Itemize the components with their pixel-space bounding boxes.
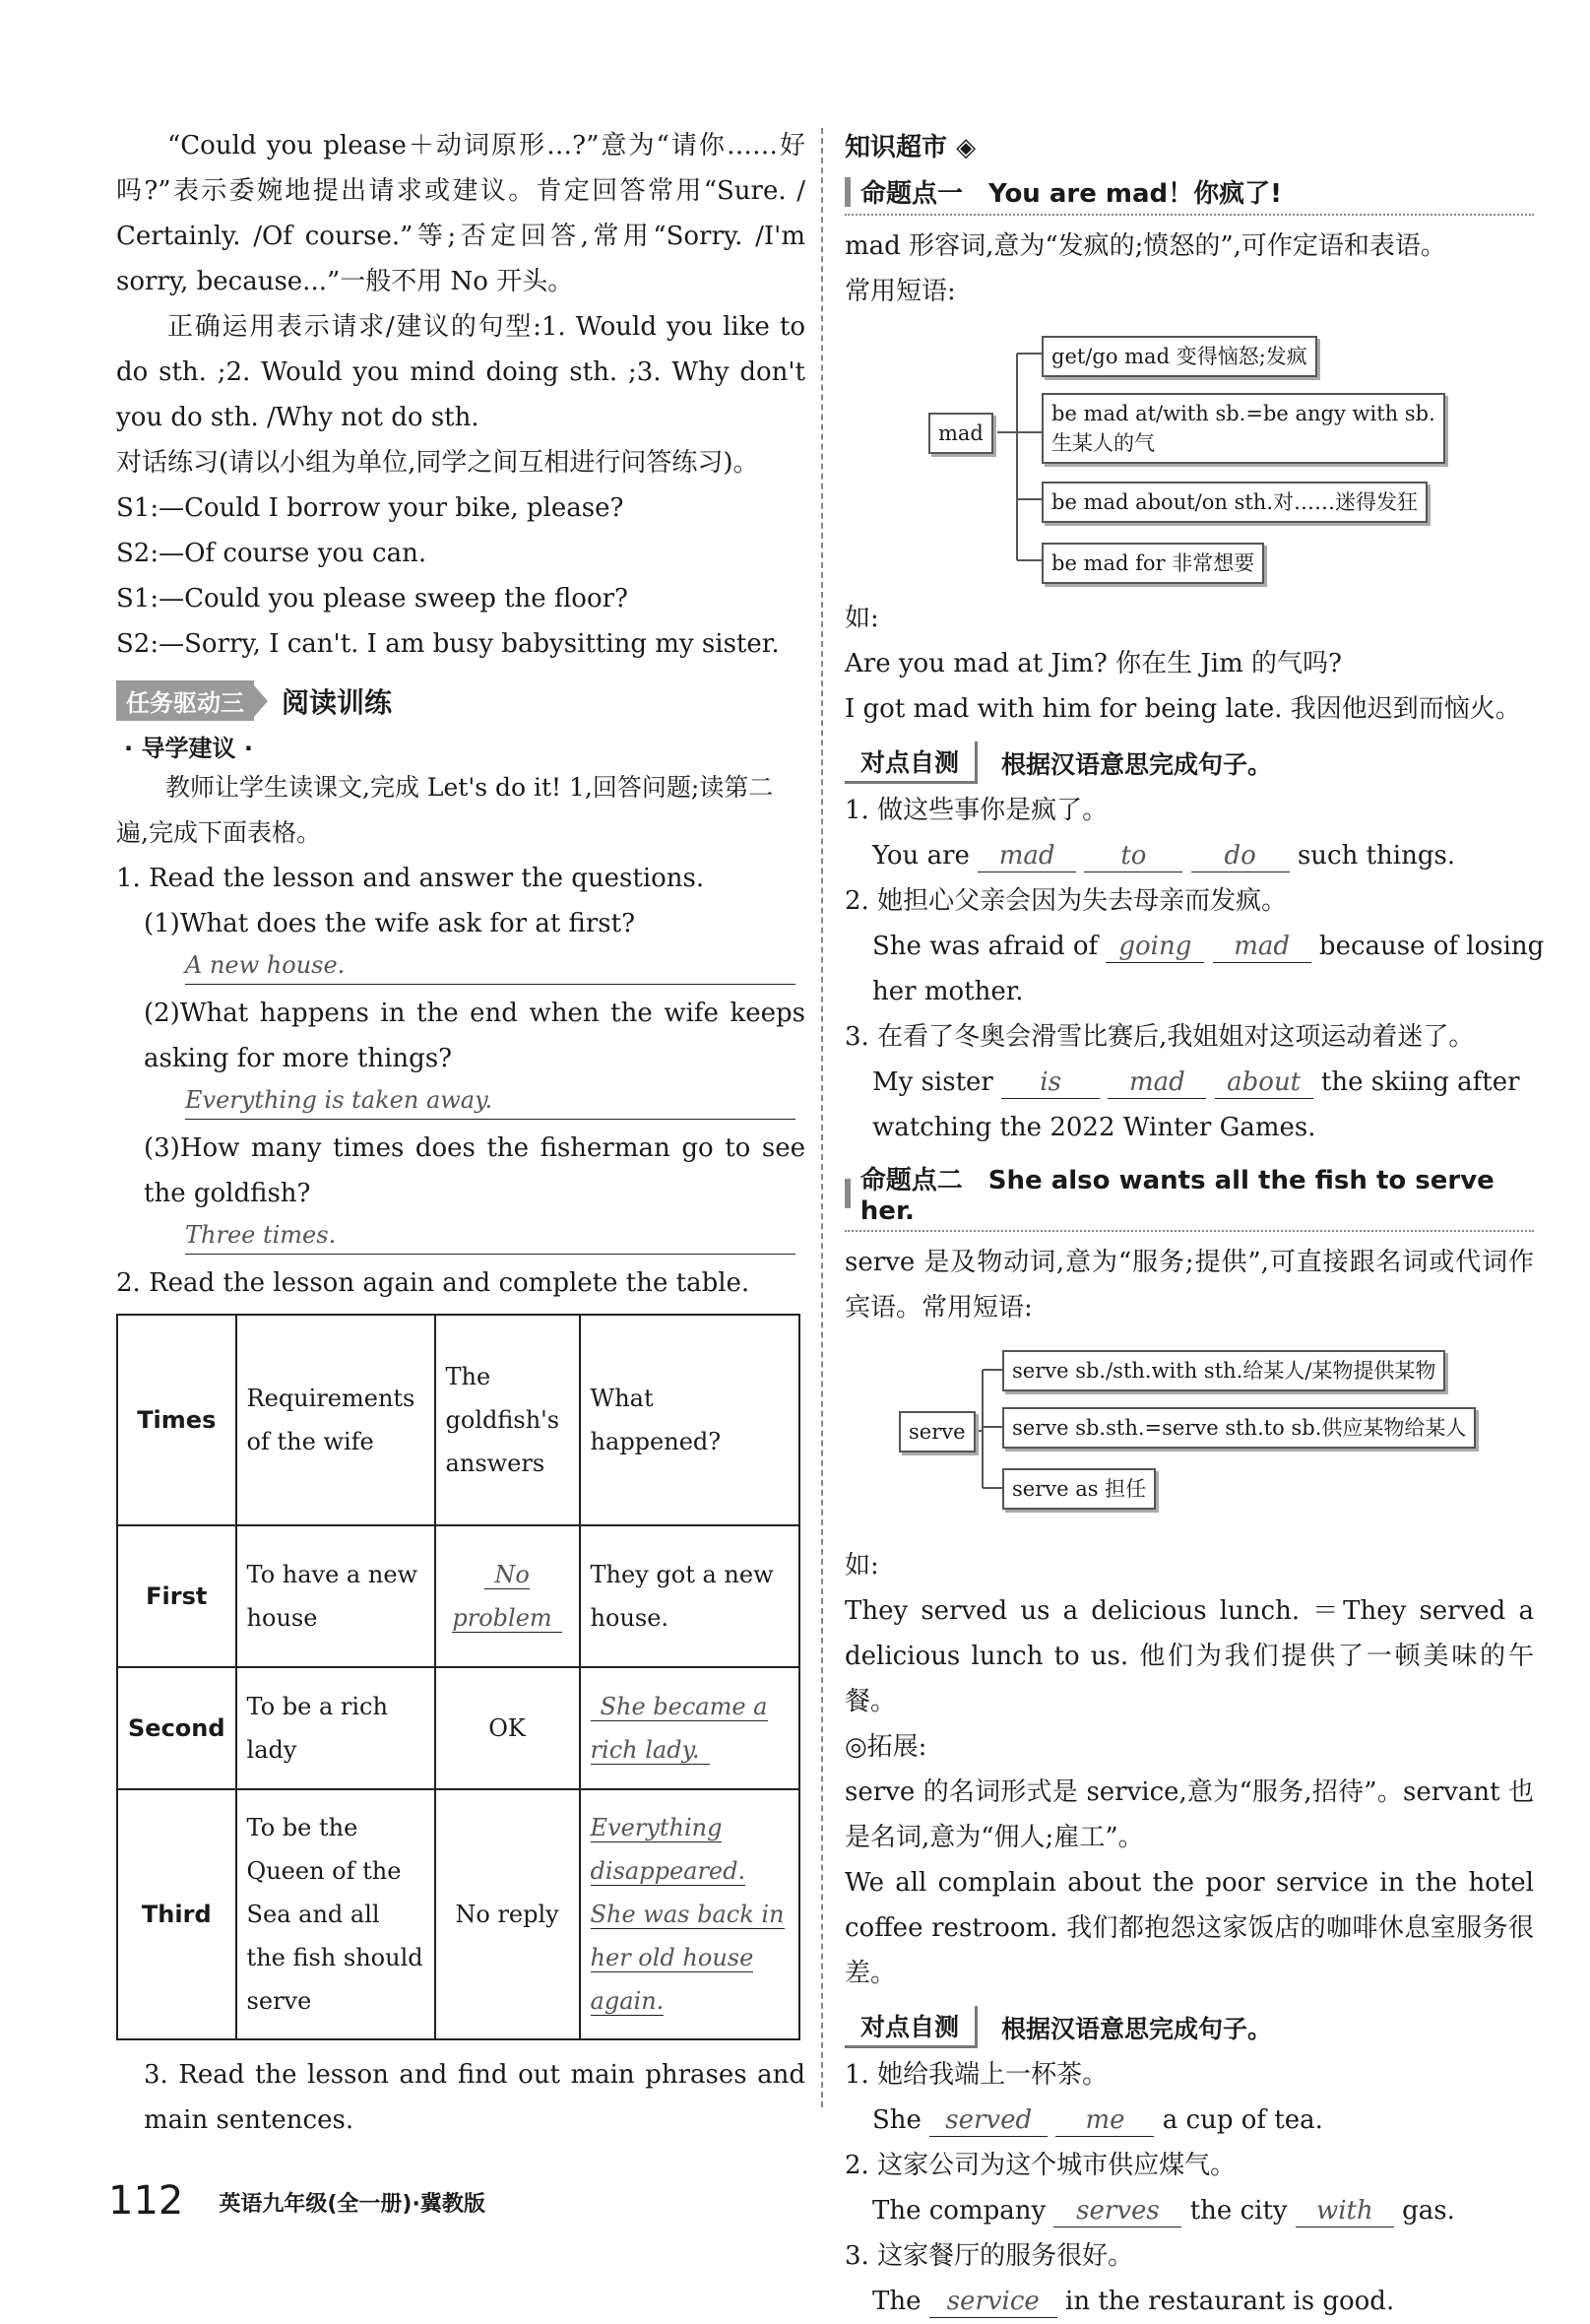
left-column	[116, 123, 805, 2143]
table-header: Requirements of the wife	[236, 1315, 435, 1525]
knowledge-point-2	[845, 1160, 1534, 1232]
exercise-continuation: her mother.	[872, 977, 1024, 1006]
page-footer	[108, 2178, 485, 2224]
table-row	[117, 1667, 799, 1789]
blank: going	[1106, 931, 1204, 963]
check-instruction: 根据汉语意思完成句子。	[1001, 2014, 1273, 2043]
blank: serves	[1053, 2195, 1181, 2227]
table-row	[117, 1525, 799, 1667]
phrases-label: 常用短语:	[845, 277, 956, 306]
tree-root: mad	[928, 413, 993, 454]
tree-branch: get/go mad 变得恼怒;发疯	[1042, 336, 1317, 377]
check-tag: 对点自测	[845, 742, 978, 784]
table-cell: They got a new house.	[580, 1525, 799, 1667]
example-sentence: I got mad with him for being late. 我因他迟到而恼火。	[845, 694, 1521, 724]
table-row	[117, 1789, 799, 2039]
question-heading: 1. Read the lesson and answer the questions.	[116, 864, 705, 893]
intro-paragraph: 正确运用表示请求/建议的句型:1. Would you like to do sth. ;2. Would you mind doing sth. ;3. Why don't you do sth. /Why not do sth.	[116, 312, 805, 432]
example-sentence: They served us a delicious lunch. ＝They served a delicious lunch to us. 他们为我们提供了一顿美味的午餐。	[845, 1596, 1534, 1716]
blank: served	[929, 2104, 1048, 2137]
exercise-sentence: The service in the restaurant is good.	[872, 2287, 1395, 2316]
serve-phrase-tree	[845, 1340, 1534, 1537]
tree-branch: serve sb./sth.with sth.给某人/某物提供某物	[1002, 1350, 1445, 1391]
exercise-sentence: She served me a cup of tea.	[872, 2105, 1323, 2135]
book-title: 英语九年级(全一册)·冀教版	[219, 2192, 485, 2217]
dialog-line: S2:—Sorry, I can't. I am busy babysitting my sister.	[116, 629, 780, 659]
blank: about	[1215, 1066, 1313, 1099]
table-cell: To have a new house	[236, 1525, 435, 1667]
answer-fill: Everything disappeared. She was back in her old house again.	[590, 1814, 785, 2015]
check-tag: 对点自测	[845, 2006, 978, 2048]
tree-branch: serve as 担任	[1002, 1468, 1156, 1510]
kp-label: 命题点二 She also wants all the fish to serve her.	[859, 1166, 1495, 1226]
section-title: 知识超市 ◈	[845, 133, 977, 162]
answer-line: Three times.	[185, 1216, 795, 1255]
arrow-icon	[254, 685, 268, 717]
example-sentence: Are you mad at Jim? 你在生 Jim 的气吗?	[845, 649, 1342, 678]
blank: do	[1191, 840, 1290, 872]
self-check-header	[845, 742, 1534, 784]
blank: with	[1296, 2195, 1394, 2227]
self-check-header	[845, 2006, 1534, 2048]
table-cell: Second	[117, 1667, 236, 1789]
blank: mad	[1108, 1066, 1206, 1099]
table-cell: No reply	[435, 1789, 580, 2039]
blank: is	[1001, 1066, 1100, 1099]
dialog-intro: 对话练习(请以小组为单位,同学之间互相进行问答练习)。	[116, 448, 759, 478]
question-heading: 2. Read the lesson again and complete the table.	[116, 1268, 750, 1298]
kp-description: serve 是及物动词,意为“服务;提供”,可直接跟名词或代词作宾语。常用短语:	[845, 1248, 1534, 1323]
question-heading: 3. Read the lesson and find out main phrases and main sentences.	[144, 2060, 805, 2135]
kp-label: 命题点一 You are mad！你疯了!	[860, 179, 1283, 209]
tree-branch: serve sb.sth.=serve sth.to sb.供应某物给某人	[1002, 1407, 1476, 1449]
check-instruction: 根据汉语意思完成句子。	[1001, 749, 1273, 779]
blank: service	[929, 2286, 1057, 2318]
answer-line: A new house.	[185, 946, 795, 985]
story-table	[116, 1314, 800, 2040]
tree-root: serve	[899, 1411, 976, 1452]
diamond-icon: ◈	[956, 133, 977, 162]
table-header-row	[117, 1315, 799, 1525]
table-cell	[435, 1525, 580, 1667]
table-cell	[580, 1789, 799, 2039]
exercise-prompt: 2. 她担心父亲会因为失去母亲而发疯。	[845, 886, 1288, 916]
kp-description: mad 形容词,意为“发疯的;愤怒的”,可作定语和表语。	[845, 231, 1446, 261]
table-cell: To be a rich lady	[236, 1667, 435, 1789]
exercise-prompt: 1. 做这些事你是疯了。	[845, 796, 1109, 825]
question: (2)What happens in the end when the wife keeps asking for more things?	[144, 999, 805, 1073]
table-cell: OK	[435, 1667, 580, 1789]
question: (1)What does the wife ask for at first?	[144, 909, 636, 938]
dialog-line: S1:—Could you please sweep the floor?	[116, 584, 628, 613]
extension-example: We all complain about the poor service in the hotel coffee restroom. 我们都抱怨这家饭店的咖啡休息室服务很差。	[845, 1868, 1534, 1988]
task-tag: 任务驱动三	[116, 680, 254, 721]
answer-line: Everything is taken away.	[185, 1081, 795, 1120]
guide-label: · 导学建议 ·	[124, 735, 253, 762]
tree-branch: be mad at/with sb.=be angy with sb. 生某人的气	[1042, 393, 1445, 464]
exercise-sentence: You are mad to do such things.	[872, 841, 1456, 871]
dialog-line: S1:—Could I borrow your bike, please?	[116, 493, 624, 523]
exercise-continuation: watching the 2022 Winter Games.	[872, 1113, 1316, 1142]
exercise-sentence: She was afraid of going mad because of losing	[872, 932, 1545, 961]
answer-fill: She became a rich lady.	[590, 1693, 768, 1764]
intro-paragraph: “Could you please＋动词原形…?”意为“请你……好吗?”表示委婉地提出请求或建议。肯定回答常用“Sure. / Certainly. /Of course.”等;否定回答,常用“Sorry. /I'm sorry, because...”一般不用 No 开头。	[116, 131, 805, 296]
page-number: 112	[108, 2178, 184, 2224]
exercise-prompt: 1. 她给我端上一杯茶。	[845, 2060, 1109, 2090]
column-divider	[821, 128, 823, 2107]
question: (3)How many times does the fisherman go to see the goldfish?	[144, 1133, 805, 1208]
exercise-sentence: My sister is mad about the skiing after	[872, 1067, 1520, 1097]
table-cell: Third	[117, 1789, 236, 2039]
table-header: What happened?	[580, 1315, 799, 1525]
exercise-sentence: The company serves the city with gas.	[872, 2196, 1455, 2226]
blank: mad	[978, 840, 1076, 872]
table-header: The goldfish's answers	[435, 1315, 580, 1525]
table-cell: To be the Queen of the Sea and all the fish should serve	[236, 1789, 435, 2039]
right-column	[845, 123, 1545, 2324]
blank: me	[1055, 2104, 1154, 2137]
example-label: 如:	[845, 604, 879, 633]
blank: mad	[1213, 931, 1311, 963]
exercise-prompt: 2. 这家公司为这个城市供应煤气。	[845, 2151, 1237, 2180]
knowledge-point-1	[845, 173, 1534, 216]
table-cell: First	[117, 1525, 236, 1667]
guide-text: 教师让学生读课文,完成 Let's do it! 1,回答问题;读第二遍,完成下面表格。	[116, 773, 774, 847]
table-cell	[580, 1667, 799, 1789]
tree-branch: be mad about/on sth.对……迷得发狂	[1042, 482, 1428, 523]
answer-fill: No problem	[452, 1561, 561, 1633]
extension-text: serve 的名词形式是 service,意为“服务,招待”。servant 也是名词,意为“佣人;雇工”。	[845, 1777, 1534, 1852]
tree-branch: be mad for 非常想要	[1042, 543, 1264, 584]
exercise-prompt: 3. 这家餐厅的服务很好。	[845, 2241, 1134, 2271]
dialog-line: S2:—Of course you can.	[116, 539, 427, 568]
example-label: 如:	[845, 1551, 879, 1581]
mad-phrase-tree	[845, 324, 1534, 590]
task-banner	[116, 680, 805, 721]
table-header: Times	[117, 1315, 236, 1525]
blank: to	[1084, 840, 1182, 872]
exercise-prompt: 3. 在看了冬奥会滑雪比赛后,我姐姐对这项运动着迷了。	[845, 1022, 1475, 1052]
extension-label: ◎拓展:	[845, 1732, 927, 1762]
task-title: 阅读训练	[282, 685, 393, 719]
